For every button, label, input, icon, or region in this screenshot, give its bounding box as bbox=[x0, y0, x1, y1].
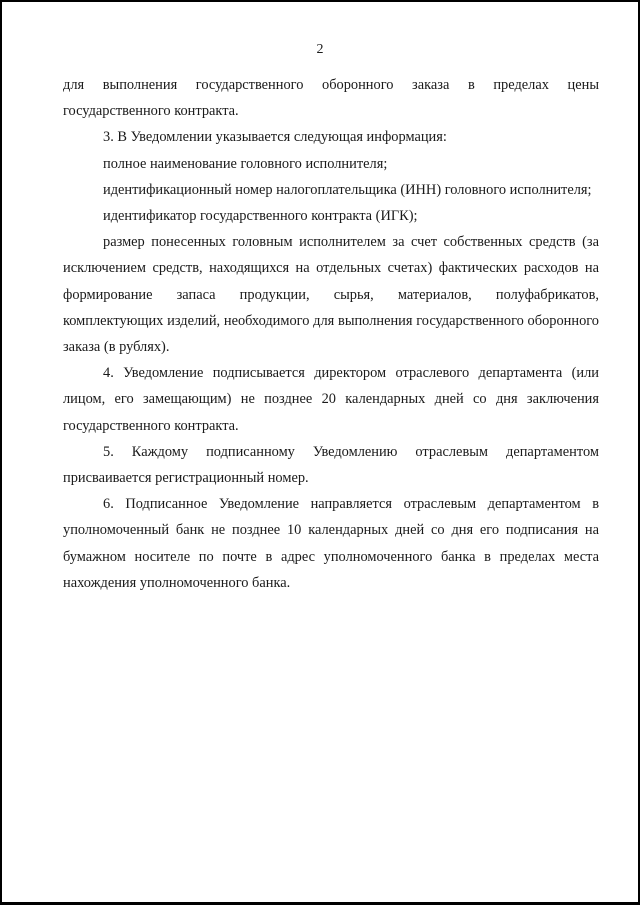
paragraph-expenses: размер понесенных головным исполнителем за счет собственных средств (за исключением средств, находящихся на отдельных счетах) фактических расходов на формирование запаса продукции, сырья, материалов, полуфабрикатов, комплектующих изделий, необходимого для выполнения государственного оборонного заказа (в рублях). bbox=[63, 234, 599, 356]
paragraph-item-3: 3. В Уведомлении указывается следующая информация: bbox=[103, 129, 447, 146]
paragraph-igk: идентификатор государственного контракта (ИГК); bbox=[103, 208, 418, 225]
paragraph-inn: идентификационный номер налогоплательщика (ИНН) головного исполнителя; bbox=[103, 181, 592, 198]
paragraph-continuation: для выполнения государственного оборонного заказа в пределах цены государственного контракта. bbox=[63, 77, 599, 120]
paragraph-item-6: 6. Подписанное Уведомление направляется отраслевым департаментом в уполномоченный банк не позднее 10 календарных дней со дня его подписания на бумажном носителе по почте в адрес уполномоченного банка в пределах места нахождения уполномоченного банка. bbox=[63, 496, 599, 591]
scan-edge-left bbox=[0, 0, 2, 905]
scan-edge-top bbox=[0, 0, 640, 2]
document-body bbox=[63, 72, 599, 596]
paragraph-item-4: 4. Уведомление подписывается директором отраслевого департамента (или лицом, его замещающим) не позднее 20 календарных дней со дня заключения государственного контракта. bbox=[63, 365, 599, 434]
paragraph-item-5: 5. Каждому подписанному Уведомлению отраслевым департаментом присваивается регистрационный номер. bbox=[63, 443, 599, 487]
page-number: 2 bbox=[316, 42, 324, 57]
paragraph-full-name: полное наименование головного исполнителя; bbox=[103, 155, 388, 172]
